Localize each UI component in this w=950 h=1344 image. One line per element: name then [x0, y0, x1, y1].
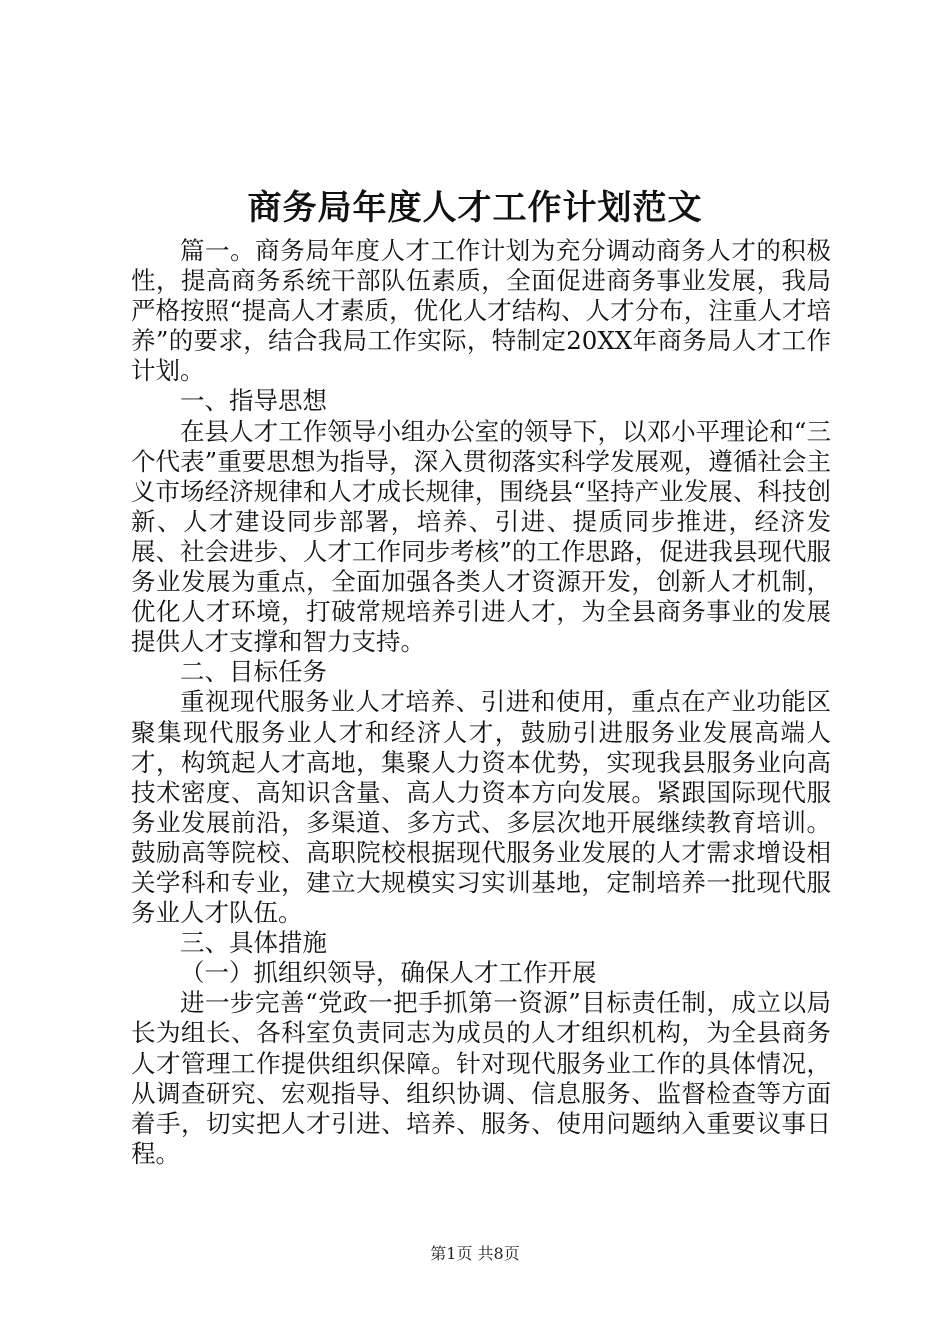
page-number-footer: 第1页 共8页 — [430, 1244, 520, 1263]
subsection-heading-organization: （一）抓组织领导，确保人才工作开展 — [180, 958, 597, 988]
intro-paragraph: 篇一。商务局年度人才工作计划为充分调动商务人才的积极性，提高商务系统干部队伍素质，全面促进商务事业发展，我局严格按照“提高人才素质，优化人才结构、人才分布，注重人才培养”的要求，结合我局工作实际，特制定20XX年商务局人才工作计划。 — [131, 236, 831, 386]
guiding-ideology-paragraph: 在县人才工作领导小组办公室的领导下，以邓小平理论和“三个代表”重要思想为指导，深入贯彻落实科学发展观，遵循社会主义市场经济规律和人才成长规律，围绕县“坚持产业发展、科技创新、人才建设同步部署，培养、引进、提质同步推进，经济发展、社会进步、人才工作同步考核”的工作思路，促进我县现代服务业发展为重点，全面加强各类人才资源开发，创新人才机制，优化人才环境，打破常规培养引进人才，为全县商务事业的发展提供人才支撑和智力支持。 — [131, 416, 831, 657]
goals-paragraph: 重视现代服务业人才培养、引进和使用，重点在产业功能区聚集现代服务业人才和经济人才，鼓励引进服务业发展高端人才，构筑起人才高地，集聚人力资本优势，实现我县服务业向高技术密度、高知识含量、高人力资本方向发展。紧跟国际现代服务业发展前沿，多渠道、多方式、多层次地开展继续教育培训。鼓励高等院校、高职院校根据现代服务业发展的人才需求增设相关学科和专业，建立大规模实习实训基地，定制培养一批现代服务业人才队伍。 — [131, 687, 831, 928]
organization-paragraph: 进一步完善“党政一把手抓第一资源”目标责任制，成立以局长为组长、各科室负责同志为成员的人才组织机构，为全县商务人才管理工作提供组织保障。针对现代服务业工作的具体情况，从调查研究、宏观指导、组织协调、信息服务、监督检查等方面着手，切实把人才引进、培养、服务、使用问题纳入重要议事日程。 — [131, 988, 831, 1168]
section-heading-goals: 二、目标任务 — [180, 657, 327, 687]
section-heading-guiding-ideology: 一、指导思想 — [180, 386, 327, 416]
document-body — [131, 236, 831, 1169]
section-heading-measures: 三、具体措施 — [180, 928, 327, 958]
document-title: 商务局年度人才工作计划范文 — [247, 188, 703, 228]
